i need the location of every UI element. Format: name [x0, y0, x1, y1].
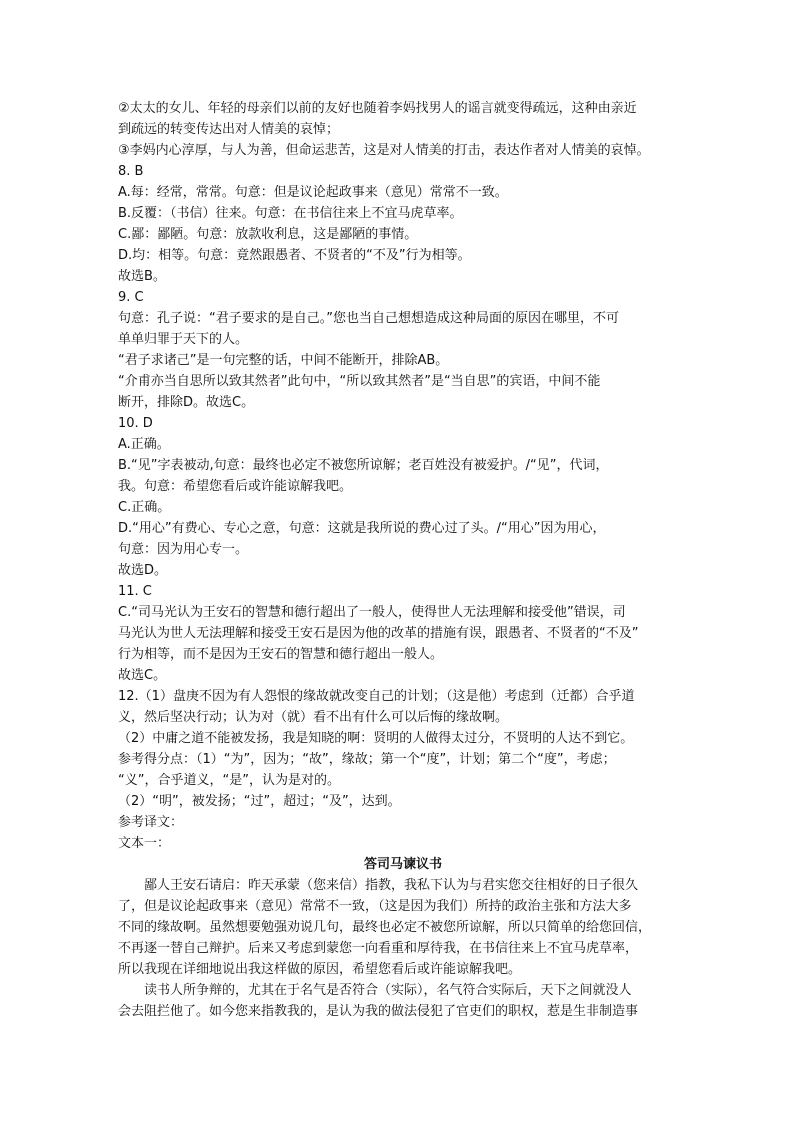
text-line: 8. B — [118, 164, 144, 179]
text-line: 了，但是议论起政事来（意见）常常不一致，（这是因为我们）所持的政治主张和方法大多 — [118, 899, 632, 914]
text-line: （2）中庸之道不能被发扬，我是知晓的啊：贤明的人做得太过分，不贤明的人达不到它。 — [118, 731, 634, 746]
text-line: C.“司马光认为王安石的智慧和德行超出了一般人，使得世人无法理解和接受他”错误，司 — [118, 605, 626, 620]
text-line: 9. C — [118, 290, 144, 305]
text-line: 鄙人王安石请启：昨天承蒙（您来信）指教，我私下认为与君实您交往相好的日子很久 — [144, 878, 639, 893]
text-line: 12.（1）盘庚不因为有人怨恨的缘故就改变自己的计划；（这是他）考虑到（迁都）合乎道 — [118, 689, 635, 704]
text-line: D.均：相等。句意：竟然跟愚者、不贤者的“不及”行为相等。 — [118, 248, 471, 263]
document-page — [118, 98, 688, 1022]
text-line: C.鄙：鄙陋。句意：放款收利息，这是鄙陋的事情。 — [118, 227, 418, 242]
text-line: B.“见”字表被动,句意：最终也必定不被您所谅解；老百姓没有被爱护。/“见”，代词， — [118, 458, 609, 473]
text-line: 10. D — [118, 416, 153, 431]
text-line: 文本一： — [118, 836, 171, 851]
text-line: 行为相等，而不是因为王安石的智慧和德行超出一般人。 — [118, 647, 444, 662]
text-line: B.反覆：（书信）往来。句意：在书信往来上不宜马虎草率。 — [118, 206, 463, 221]
text-line: 所以我现在详细地说出我这样做的原因，希望您看后或许能谅解我吧。 — [118, 962, 522, 977]
text-line: 句意：孔子说：“君子要求的是自己。”您也当自己想想造成这种局面的原因在哪里，不可 — [118, 311, 619, 326]
text-line: 不再逐一替自己辩护。后来又考虑到蒙您一向看重和厚待我，在书信往来上不宜马虎草率， — [118, 941, 639, 956]
text-line: ③李妈内心淳厚，与人为善，但命运悲苦，这是对人情美的打击，表达作者对人情美的哀悼。 — [118, 143, 650, 158]
text-line: 句意：因为用心专一。 — [118, 542, 249, 557]
text-line: 11. C — [118, 584, 152, 599]
text-line: 单单归罪于天下的人。 — [118, 332, 249, 347]
text-line: C.正确。 — [118, 500, 171, 515]
text-line: 不同的缘故啊。虽然想要勉强劝说几句，最终也必定不被您所谅解，所以只简单的给您回信， — [118, 920, 652, 935]
text-line: A.正确。 — [118, 437, 170, 452]
text-line: 会去阻拦他了。如今您来指教我的，是认为我的做法侵犯了官吏们的职权，惹是生非制造事 — [118, 1004, 639, 1019]
text-line: A.每：经常，常常。句意：但是议论起政事来（意见）常常不一致。 — [118, 185, 508, 200]
section-title: 答司马谏议书 — [363, 857, 442, 872]
text-line: “介甫亦当自思所以致其然者”此句中，“所以致其然者”是“当自思”的宾语，中间不能 — [118, 374, 601, 389]
text-line: 故选C。 — [118, 668, 167, 683]
text-line: 我。句意：希望您看后或许能谅解我吧。 — [118, 479, 353, 494]
text-line: （2）“明”，被发扬；“过”，超过；“及”，达到。 — [118, 794, 401, 809]
text-line: D.“用心”有费心、专心之意，句意：这就是我所说的费心过了头。/“用心”因为用心， — [118, 521, 606, 536]
text-line: 参考译文： — [118, 815, 184, 830]
text-line: 到疏远的转变传达出对人情美的哀悼； — [118, 122, 340, 137]
text-line: 断开，排除D。故选C。 — [118, 395, 255, 410]
text-line: 故选D。 — [118, 563, 168, 578]
text-line: 参考得分点：（1）“为”，因为；“故”，缘故；第一个“度”，计划；第二个“度”，考虑； — [118, 752, 616, 767]
text-line: “君子求诸己”是一句完整的话，中间不能断开，排除AB。 — [118, 353, 449, 368]
text-line: “义”，合乎道义，“是”，认为是对的。 — [118, 773, 340, 788]
text-line: 故选B。 — [118, 269, 166, 284]
text-line: 读书人所争辩的，尤其在于名气是否符合（实际），名气符合实际后，天下之间就没人 — [144, 983, 632, 998]
text-line: ②太太的女儿、年轻的母亲们以前的友好也随着李妈找男人的谣言就变得疏远，这种由亲近 — [118, 101, 637, 116]
text-line: 马光认为世人无法理解和接受王安石是因为他的改革的措施有误，跟愚者、不贤者的“不及” — [118, 626, 639, 641]
text-line: 义，然后坚决行动；认为对（就）看不出有什么可以后悔的缘故啊。 — [118, 710, 509, 725]
